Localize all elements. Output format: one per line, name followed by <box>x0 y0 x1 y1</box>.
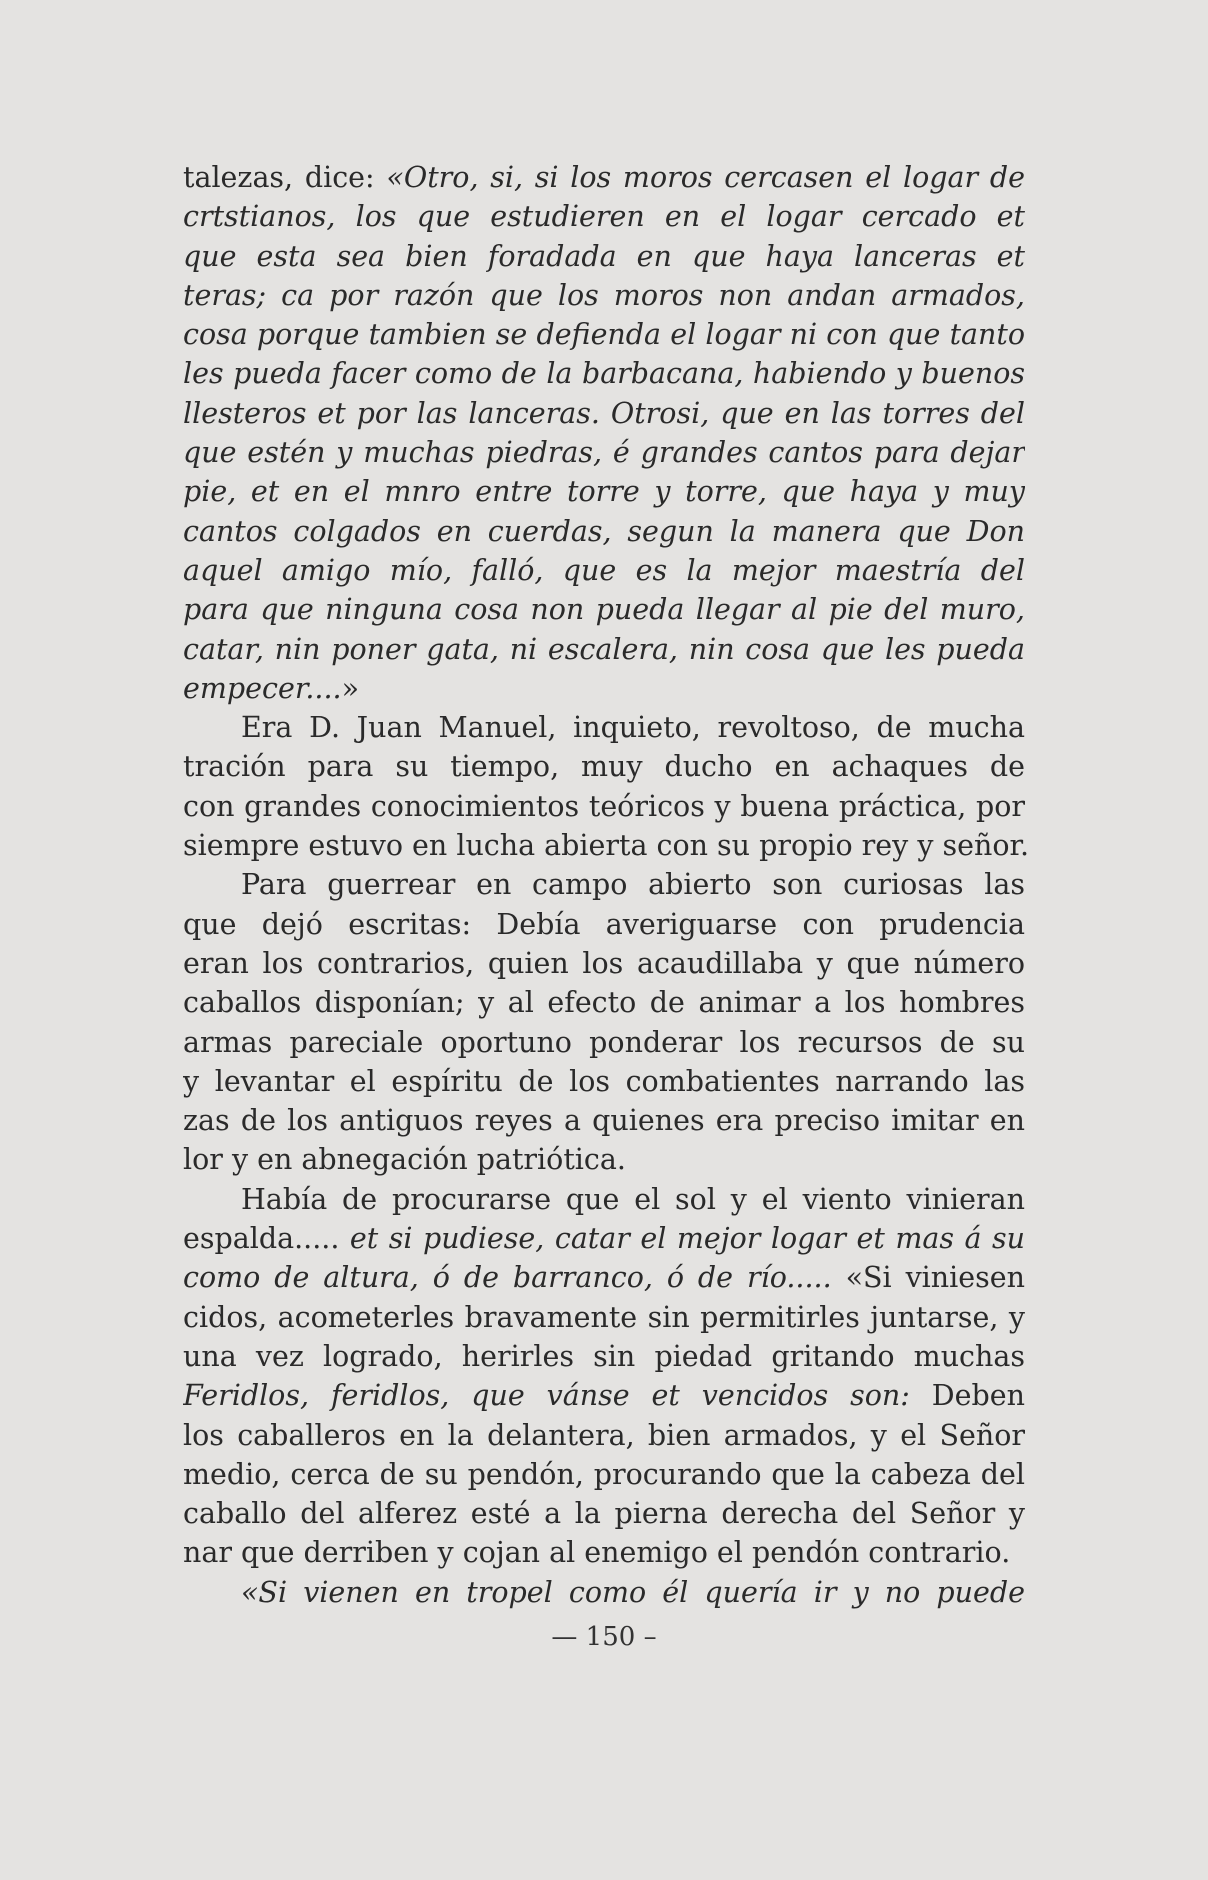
text-line <box>183 237 1025 276</box>
text-roman: cidos, acometerles bravamente sin permitirles juntarse, y <box>183 1300 1025 1334</box>
text-italic: que estén y muchas piedras, é grandes cantos para dejar <box>183 436 1025 470</box>
text-line <box>183 1573 1025 1612</box>
text-line <box>183 1062 1025 1101</box>
text-line <box>183 1455 1025 1494</box>
text-line <box>183 1298 1025 1337</box>
text-roman: con grandes conocimientos teóricos y buena práctica, por <box>183 789 1025 823</box>
text-italic: como de altura, ó de barranco, ó de río..... <box>183 1261 832 1295</box>
text-line <box>183 512 1025 551</box>
text-italic: catar, nin poner gata, ni escalera, nin cosa que les pueda <box>183 632 1025 666</box>
text-roman: medio, cerca de su pendón, procurando que la cabeza del <box>183 1457 1025 1491</box>
text-line <box>183 315 1025 354</box>
text-line <box>183 669 1025 708</box>
text-line <box>183 865 1025 904</box>
text-roman: espalda..... <box>183 1222 350 1256</box>
text-line <box>183 905 1025 944</box>
text-roman: tración para su tiempo, muy ducho en achaques de <box>183 750 1025 784</box>
text-line <box>183 1023 1025 1062</box>
text-line <box>183 1101 1025 1140</box>
text-roman: » <box>341 671 359 705</box>
text-line <box>183 944 1025 983</box>
text-italic: les pueda facer como de la barbacana, habiendo y buenos <box>183 357 1025 391</box>
text-line <box>183 276 1025 315</box>
text-line <box>183 1533 1025 1572</box>
text-italic: «Otro, si, si los moros cercasen el logar de <box>386 161 1025 194</box>
text-italic: et si pudiese, catar el mejor logar et mas á su <box>349 1222 1025 1256</box>
text-line <box>183 1258 1025 1297</box>
text-line <box>183 551 1025 590</box>
text-line <box>183 1219 1025 1258</box>
text-roman: Para guerrear en campo abierto son curiosas las <box>241 868 1025 902</box>
text-roman: los caballeros en la delantera, bien armados, y el Señor <box>183 1418 1025 1452</box>
text-line <box>183 826 1030 865</box>
text-italic: Feridlos, feridlos, que vánse et vencidos son: <box>183 1379 910 1413</box>
text-italic: llesteros et por las lanceras. Otrosi, que en las torres del <box>183 396 1025 430</box>
text-italic: que esta sea bien foradada en que haya lanceras et <box>183 239 1025 273</box>
text-italic: cosa porque tambien se defienda el logar ni con que tanto <box>183 318 1025 352</box>
text-roman: eran los contrarios, quien los acaudillaba y que número <box>183 946 1025 980</box>
text-line <box>183 1416 1025 1455</box>
text-line <box>183 1376 1025 1415</box>
text-line <box>183 787 1025 826</box>
text-line <box>183 983 1025 1022</box>
text-italic: crtstianos, los que estudieren en el logar cercado et <box>183 200 1025 234</box>
text-italic: teras; ca por razón que los moros non andan armados, <box>183 278 1025 312</box>
text-line <box>183 354 1025 393</box>
text-roman: siempre estuvo en lucha abierta con su propio rey y señor. <box>183 829 1030 863</box>
text-italic: cantos colgados en cuerdas, segun la manera que Don <box>183 514 1025 548</box>
text-italic: para que ninguna cosa non pueda llegar al pie del muro, <box>183 593 1025 627</box>
text-line <box>183 1180 1025 1219</box>
text-roman: «Si viniesen <box>845 1261 1025 1295</box>
text-italic: empecer.... <box>183 671 342 705</box>
text-line <box>183 590 1025 629</box>
text-italic: aquel amigo mío, falló, que es la mejor maestría del <box>183 553 1025 587</box>
text-line <box>183 1494 1025 1533</box>
text-roman: lor y en abnegación patriótica. <box>183 1143 626 1177</box>
text-line <box>183 158 1025 197</box>
text-line <box>183 630 1025 669</box>
text-line <box>183 433 1025 472</box>
text-italic: pie, et en el mnro entre torre y torre, que haya y muy <box>183 475 1025 509</box>
text-roman: talezas, dice: <box>183 161 387 194</box>
text-roman: armas pareciale oportuno ponderar los recursos de su <box>183 1025 1025 1059</box>
text-line <box>183 472 1025 511</box>
text-roman: una vez logrado, herirles sin piedad gritando muchas <box>183 1339 1025 1373</box>
text-roman: Era D. Juan Manuel, inquieto, revoltoso, de mucha <box>241 711 1025 745</box>
text-line <box>183 394 1025 433</box>
text-roman: Deben <box>931 1379 1025 1413</box>
text-line <box>183 1337 1025 1376</box>
text-roman: zas de los antiguos reyes a quienes era preciso imitar en <box>183 1104 1025 1138</box>
text-roman: caballos disponían; y al efecto de animar a los hombres <box>183 986 1025 1020</box>
text-italic: «Si vienen en tropel como él quería ir y no puede <box>241 1575 1025 1609</box>
text-roman: que dejó escritas: Debía averiguarse con prudencia <box>183 907 1025 941</box>
text-roman: Había de procurarse que el sol y el viento vinieran <box>241 1182 1025 1216</box>
page-number: — 150 – <box>551 1622 657 1652</box>
text-line <box>183 747 1025 786</box>
text-line <box>183 197 1025 236</box>
text-roman: nar que derriben y cojan al enemigo el pendón contrario. <box>183 1536 1011 1570</box>
text-roman: caballo del alferez esté a la pierna derecha del Señor y <box>183 1497 1025 1531</box>
body-text <box>183 158 1030 1612</box>
text-roman: y levantar el espíritu de los combatientes narrando las <box>183 1064 1025 1098</box>
text-line <box>183 1140 1025 1179</box>
text-line <box>183 708 1025 747</box>
